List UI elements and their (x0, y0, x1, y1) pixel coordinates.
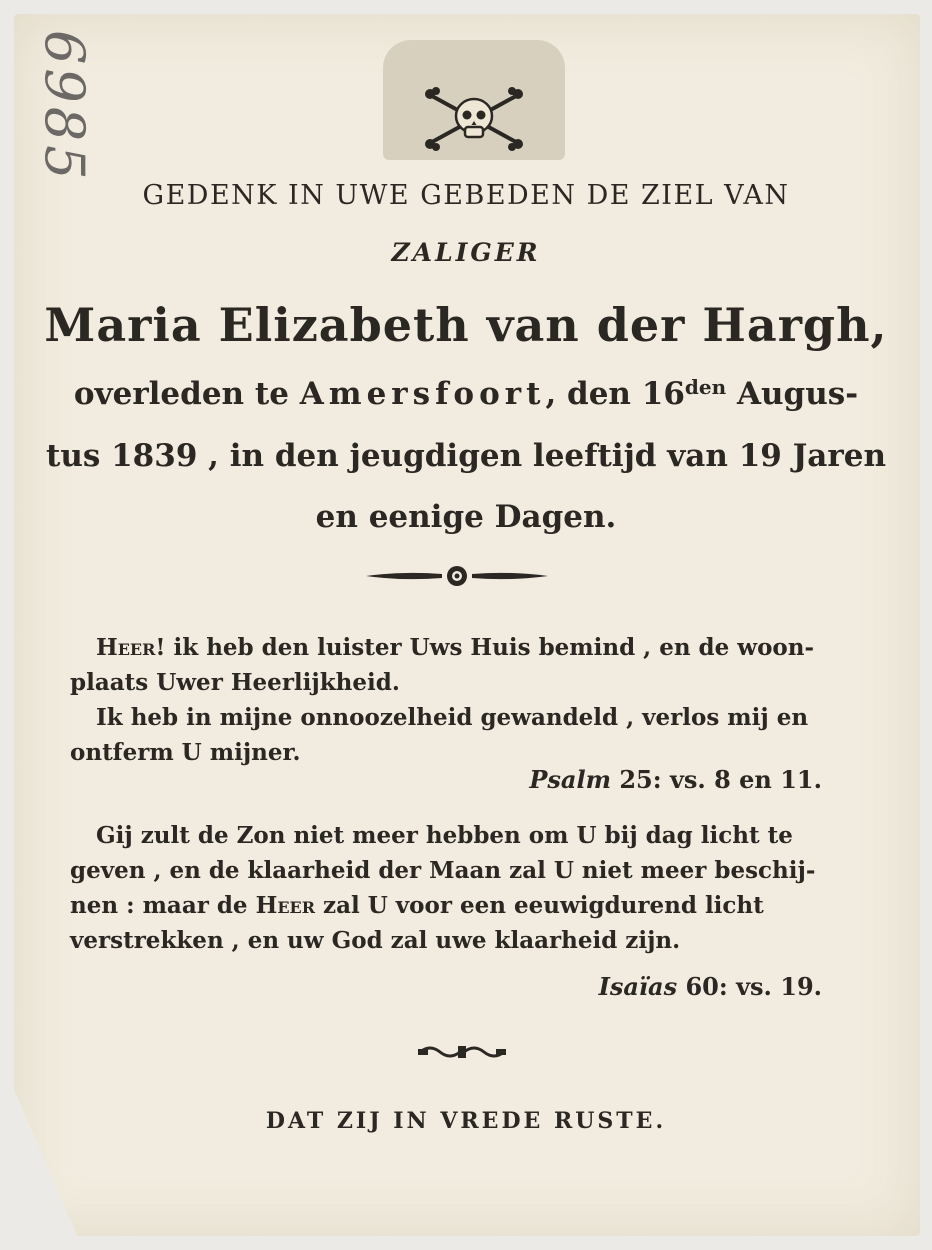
isaiah-book: Isaïas (598, 972, 678, 1001)
small-ornament-icon (416, 1040, 508, 1064)
psalm-line-4: ontferm U mijner. (70, 739, 301, 766)
skull-crossbones-icon (422, 86, 526, 152)
isaiah-line-2: geven , en de klaarheid der Maan zal U niet meer beschij- (70, 857, 816, 884)
death-notice-line-1 (0, 375, 932, 412)
isaiah-line-3 (70, 888, 855, 923)
psalm-reference (529, 765, 822, 794)
psalm-book: Psalm (529, 765, 611, 794)
deceased-name (0, 298, 932, 352)
psalm-line-1 (70, 630, 855, 665)
psalm-verse (70, 630, 855, 770)
death-place: Amersfoort (299, 376, 546, 412)
subheading: ZALIGER (391, 238, 541, 267)
isaiah-lord: Heer (255, 892, 316, 919)
psalm-line-2: plaats Uwer Heerlijkheid. (70, 669, 400, 696)
isaiah-line-3-b: zal U voor een eeuwigdurend licht (323, 892, 764, 919)
heading: GEDENK IN UWE GEBEDEN DE ZIEL VAN (142, 180, 790, 211)
handwritten-inventory-number: 6985 (33, 30, 96, 184)
death-text-b: , den 16 (545, 376, 685, 412)
psalm-line-3: Ik heb in mijne onnoozelheid gewandeld , verlos mij en (96, 704, 809, 731)
isaiah-verses: 60: vs. 19. (677, 972, 822, 1001)
psalm-line-1-rest: ! ik heb den luister Uws Huis bemind , en de woon- (155, 634, 815, 661)
isaiah-line-1: Gij zult de Zon niet meer hebben om U bij dag licht te (96, 822, 793, 849)
isaiah-verse (70, 818, 855, 958)
deceased-name-text: Maria Elizabeth van der Hargh (44, 298, 871, 352)
ornamental-rule-icon (362, 562, 552, 590)
death-text-c: Augus- (726, 376, 859, 412)
closing-line: DAT ZIJ IN VREDE RUSTE. (265, 1108, 667, 1134)
skull-crossbones-emblem (383, 40, 565, 160)
psalm-verses: 25: vs. 8 en 11. (610, 765, 822, 794)
isaiah-line-3-a: nen : maar de (70, 892, 248, 919)
death-notice-line-2: tus 1839 , in den jeugdigen leeftijd van 19 Jaren (46, 438, 886, 474)
death-text-a: overleden te (73, 376, 289, 412)
isaiah-reference (599, 972, 822, 1001)
date-suffix: den (684, 375, 727, 399)
death-notice-line-3: en eenige Dagen. (315, 499, 617, 535)
isaiah-line-4: verstrekken , en uw God zal uwe klaarheid zijn. (70, 927, 681, 954)
name-punctuation: , (870, 298, 888, 352)
psalm-lord: Heer (96, 634, 156, 661)
